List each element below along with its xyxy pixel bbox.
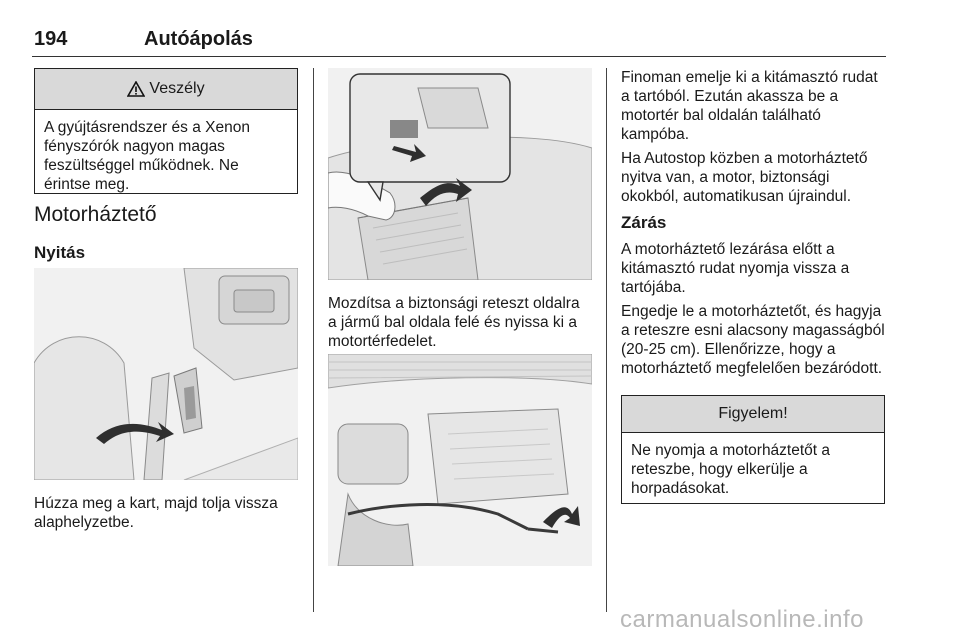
danger-box-title: Veszély	[149, 80, 205, 97]
caution-box-title: Figyelem!	[718, 405, 788, 422]
closing-heading: Zárás	[621, 213, 667, 232]
caution-box-header	[622, 396, 884, 433]
caution-box	[621, 395, 885, 504]
release-lever-figure	[34, 268, 298, 480]
opening-step3: Finoman emelje ki a kitámasztó rudat a tartóból. Ezután akassza be a motortér bal oldalán található kampóba.	[621, 69, 878, 143]
chapter-title: Autóápolás	[144, 28, 253, 50]
autostop-note: Ha Autostop közben a motorháztető nyitva van, a motor, biztonsági okokból, automatikusan újraindul.	[621, 150, 868, 205]
closing-step1: A motorháztető lezárása előtt a kitámasztó rudat nyomja vissza a tartójába.	[621, 241, 850, 296]
closing-step2: Engedje le a motorháztetőt, és hagyja a reteszre esni alacsony magasságból (20-25 cm). Ellenőrizze, hogy a motorháztető megfelelően bezáródott.	[621, 303, 885, 377]
section-title: Motorháztető	[34, 203, 157, 226]
danger-box-header	[35, 69, 297, 110]
prop-rod-illustration	[328, 354, 592, 566]
watermark: carmanualsonline.info	[620, 606, 864, 633]
safety-catch-illustration	[328, 68, 592, 280]
release-lever-illustration	[34, 268, 298, 480]
column-divider-right	[606, 68, 607, 612]
warning-triangle-icon	[127, 81, 145, 97]
prop-rod-figure	[328, 354, 592, 566]
danger-box	[34, 68, 298, 194]
opening-heading: Nyitás	[34, 243, 86, 262]
opening-step2: Mozdítsa a biztonsági reteszt oldalra a jármű bal oldala felé és nyissa ki a motortérfedelet.	[328, 295, 580, 350]
opening-step1: Húzza meg a kart, majd tolja vissza alaphelyzetbe.	[34, 495, 278, 531]
safety-catch-figure	[328, 68, 592, 280]
danger-box-text: A gyújtásrendszer és a Xenon fényszórók nagyon magas feszültséggel működnek. Ne érintse meg.	[44, 119, 250, 193]
page-number: 194	[34, 28, 68, 50]
header-rule	[32, 56, 886, 57]
column-divider-left	[313, 68, 314, 612]
page-header	[32, 22, 886, 52]
caution-box-text: Ne nyomja a motorháztetőt a reteszbe, hogy elkerülje a horpadásokat.	[631, 442, 831, 497]
